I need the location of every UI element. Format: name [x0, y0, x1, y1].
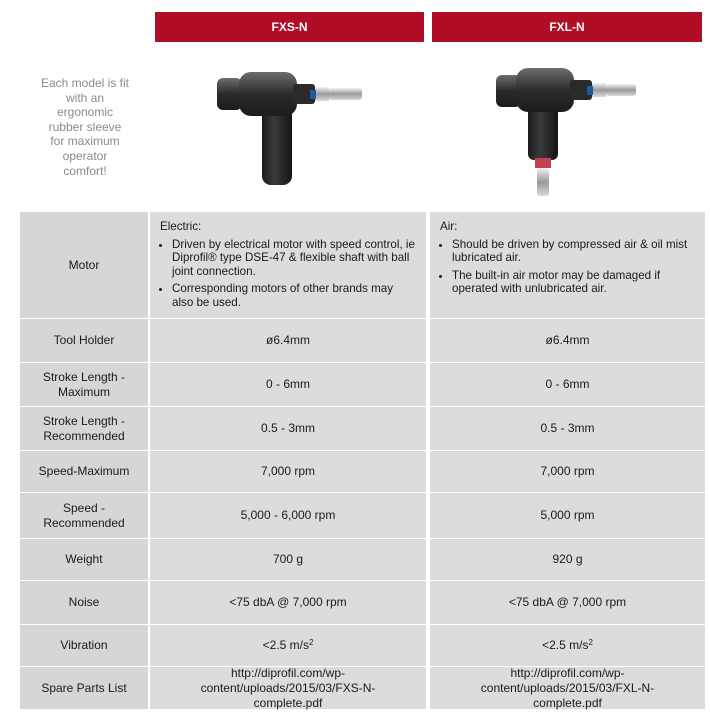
fxl-value: 0.5 - 3mm [430, 407, 705, 451]
fxs-value [150, 625, 426, 667]
fxs-value: 700 g [150, 539, 426, 581]
row-label: Motor [20, 212, 148, 319]
fxl-motor-cell [430, 212, 705, 319]
unit-exponent: 2 [588, 638, 593, 647]
fxs-value: 0 - 6mm [150, 363, 426, 407]
motor-type-heading: Air: [440, 220, 458, 233]
fxs-value: 0.5 - 3mm [150, 407, 426, 451]
header-fxs-n: FXS-N [155, 12, 424, 42]
table-row-tool-holder [20, 319, 705, 363]
row-label: Noise [20, 581, 148, 625]
row-label: Stroke Length - Maximum [20, 363, 148, 407]
fxl-value: 0 - 6mm [430, 363, 705, 407]
header-fxl-n: FXL-N [432, 12, 702, 42]
intro-text: Each model is fit with an ergonomic rubber sleeve for maximum operator comfort! [40, 76, 130, 178]
fxs-value: 7,000 rpm [150, 451, 426, 493]
fxs-value: <75 dbA @ 7,000 rpm [150, 581, 426, 625]
table-row-vibration [20, 625, 705, 667]
list-item: • Corresponding motors of other brands may also be used. [172, 282, 416, 309]
table-row-stroke-recommended [20, 407, 705, 451]
fxl-value: 5,000 rpm [430, 493, 705, 539]
row-label: Stroke Length - Recommended [20, 407, 148, 451]
fxl-spare-parts-link[interactable]: http://diprofil.com/wp-content/uploads/2015/03/FXL-N-complete.pdf [430, 667, 705, 710]
unit-exponent: 2 [308, 638, 314, 647]
table-row-motor [20, 212, 705, 319]
row-label: Tool Holder [20, 319, 148, 363]
table-row-weight [20, 539, 705, 581]
fxl-value: <75 dbA @ 7,000 rpm [430, 581, 705, 625]
vibration-value: <2.5 m/s [542, 638, 589, 652]
row-label: Spare Parts List [20, 667, 148, 710]
motor-type-heading: Electric: [160, 220, 202, 233]
table-row-noise [20, 581, 705, 625]
row-label: Speed-Maximum [20, 451, 148, 493]
fxs-motor-cell [150, 212, 426, 319]
row-label: Weight [20, 539, 148, 581]
table-row-stroke-max [20, 363, 705, 407]
table-row-spare-parts [20, 667, 705, 710]
vibration-value: <2.5 m/s [262, 638, 309, 652]
list-item: • The built-in air motor may be damaged if operated with unlubricated air. [452, 269, 695, 296]
fxs-value: 5,000 - 6,000 rpm [150, 493, 426, 539]
fxl-value [430, 625, 705, 667]
table-row-speed-max [20, 451, 705, 493]
table-row-speed-recommended [20, 493, 705, 539]
fxs-value: ø6.4mm [150, 319, 426, 363]
list-item: • Driven by electrical motor with speed control, ie Diprofil® type DSE-47 & flexible shaft with ball joint connection. [172, 238, 416, 279]
fxl-value: ø6.4mm [430, 319, 705, 363]
fxl-n-product-image [488, 50, 658, 200]
row-label: Vibration [20, 625, 148, 667]
row-label: Speed - Recommended [20, 493, 148, 539]
fxl-value: 7,000 rpm [430, 451, 705, 493]
fxs-spare-parts-link[interactable]: http://diprofil.com/wp-content/uploads/2015/03/FXS-N-complete.pdf [150, 667, 426, 710]
fxl-value: 920 g [430, 539, 705, 581]
fxs-n-product-image [205, 50, 375, 200]
list-item: • Should be driven by compressed air & oil mist lubricated air. [452, 238, 695, 265]
